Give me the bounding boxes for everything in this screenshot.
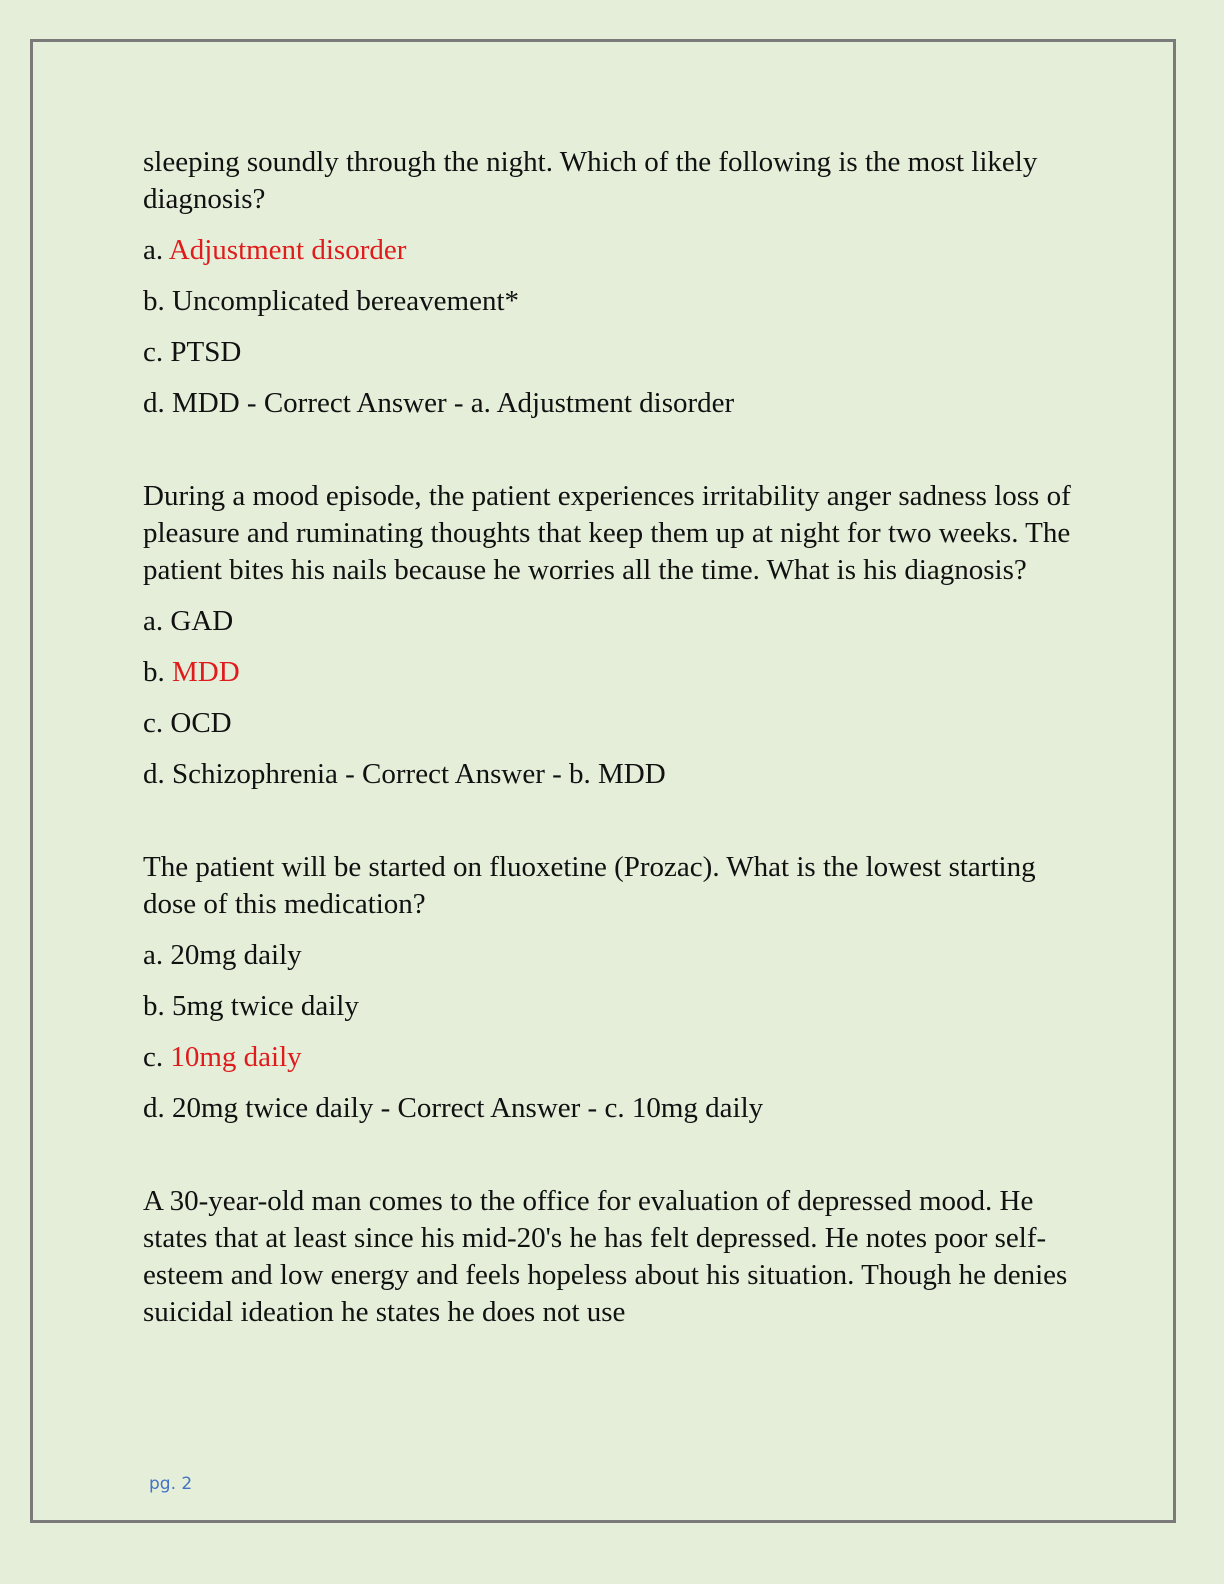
answer-option: [143, 654, 1083, 691]
spacer: [143, 793, 1083, 849]
option-text: PTSD: [170, 336, 242, 368]
answer-option: [143, 385, 1083, 422]
option-prefix: c.: [143, 1041, 171, 1073]
option-text-highlighted: Adjustment disorder: [168, 234, 407, 266]
spacer: [143, 422, 1083, 478]
answer-option: [143, 705, 1083, 742]
answer-option: [143, 988, 1083, 1025]
option-text: GAD: [170, 605, 234, 637]
answer-option: [143, 232, 1083, 269]
question-block: [143, 849, 1083, 1127]
option-prefix: a.: [143, 234, 169, 266]
answer-option: [143, 334, 1083, 371]
question-block: [143, 1183, 1083, 1331]
document-body: [143, 144, 1083, 1331]
option-prefix: b.: [143, 285, 172, 317]
spacer: [143, 1127, 1083, 1183]
option-text-highlighted: 10mg daily: [170, 1041, 302, 1073]
answer-option: [143, 283, 1083, 320]
answer-option: [143, 937, 1083, 974]
question-stem: The patient will be started on fluoxetine (Prozac). What is the lowest starting dose of this medication?: [143, 851, 1036, 920]
option-text: 20mg twice daily - Correct Answer - c. 10mg daily: [172, 1092, 764, 1124]
option-prefix: d.: [143, 1092, 172, 1124]
option-prefix: a.: [143, 605, 171, 637]
question-block: [143, 478, 1083, 793]
option-text: MDD - Correct Answer - a. Adjustment disorder: [172, 387, 735, 419]
answer-option: [143, 756, 1083, 793]
option-prefix: b.: [143, 656, 172, 688]
answer-option: [143, 603, 1083, 640]
option-prefix: a.: [143, 939, 171, 971]
option-prefix: b.: [143, 990, 172, 1022]
page-number: pg. 2: [149, 1474, 193, 1494]
question-stem: During a mood episode, the patient experiences irritability anger sadness loss of pleasure and ruminating thoughts that keep them up at night for two weeks. The patient bites his nails because he worries all the time. What is his diagnosis?: [143, 480, 1071, 586]
option-prefix: d.: [143, 758, 172, 790]
option-text: Schizophrenia - Correct Answer - b. MDD: [172, 758, 666, 790]
answer-option: [143, 1039, 1083, 1076]
question-stem: sleeping soundly through the night. Which of the following is the most likely diagnosis?: [143, 146, 1038, 215]
option-prefix: c.: [143, 336, 171, 368]
option-text-highlighted: MDD: [172, 656, 240, 688]
answer-option: [143, 1090, 1083, 1127]
option-prefix: c.: [143, 707, 171, 739]
option-text: 20mg daily: [170, 939, 302, 971]
question-stem: A 30-year-old man comes to the office for evaluation of depressed mood. He states that at least since his mid-20's he has felt depressed. He notes poor self-esteem and low energy and feels hopeless about his situation. Though he denies suicidal ideation he states he does not use: [143, 1185, 1068, 1328]
question-block: [143, 144, 1083, 422]
option-text: Uncomplicated bereavement*: [172, 285, 520, 317]
option-text: 5mg twice daily: [172, 990, 359, 1022]
option-prefix: d.: [143, 387, 172, 419]
option-text: OCD: [170, 707, 232, 739]
